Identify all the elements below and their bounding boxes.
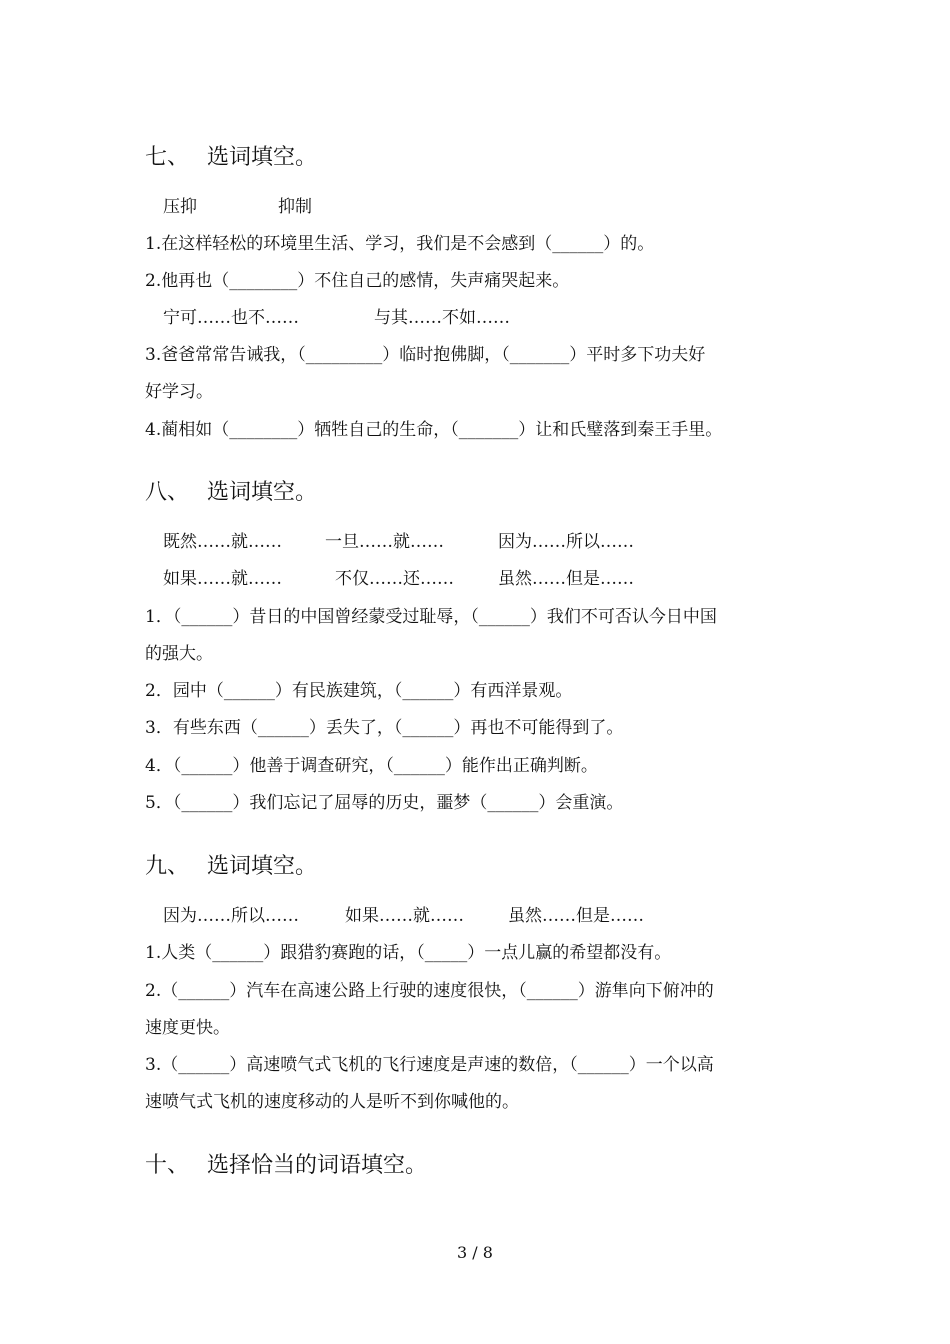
- section-title: 选词填空。: [207, 480, 318, 505]
- question-line: 速喷气式飞机的速度移动的人是听不到你喊他的。: [145, 1092, 519, 1112]
- question-line: 3.（______）高速喷气式飞机的飞行速度是声速的数倍，（______）一个以高: [145, 1055, 714, 1075]
- question-line: 2.（______）汽车在高速公路上行驶的速度很快，（______）游隼向下俯冲的: [145, 981, 714, 1001]
- question-line: 2.他再也（________）不住自己的感情，失声痛哭起来。: [145, 271, 570, 291]
- question-line: 2．园中（______）有民族建筑，（______）有西洋景观。: [145, 681, 573, 701]
- word-option: 因为……所以……: [163, 906, 299, 926]
- word-option: 因为……所以……: [498, 532, 634, 552]
- section-number: 九、: [145, 854, 190, 879]
- word-option: 虽然……但是……: [498, 569, 634, 589]
- question-line: 4.蔺相如（________）牺牲自己的生命，（_______）让和氏璧落到秦王手里。: [145, 420, 723, 440]
- question-line: 的强大。: [145, 644, 213, 664]
- question-line: 5．（______）我们忘记了屈辱的历史，噩梦（______）会重演。: [145, 793, 624, 813]
- section-heading: [145, 1151, 427, 1181]
- section-title: 选择恰当的词语填空。: [207, 1153, 428, 1178]
- word-option: 与其……不如……: [374, 308, 510, 328]
- word-option: 虽然……但是……: [508, 906, 644, 926]
- question-line: 3．有些东西（______）丢失了，（______）再也不可能得到了。: [145, 718, 624, 738]
- word-option: 不仅……还……: [335, 569, 454, 589]
- section-heading: [145, 143, 317, 173]
- word-option: 抑制: [278, 197, 312, 217]
- section-title: 选词填空。: [207, 145, 318, 170]
- question-line: 3.爸爸常常告诫我，（_________）临时抱佛脚，（_______）平时多下功夫好: [145, 345, 706, 365]
- word-option: 如果……就……: [345, 906, 464, 926]
- question-line: 1.在这样轻松的环境里生活、学习，我们是不会感到（______）的。: [145, 234, 655, 254]
- question-line: 速度更快。: [145, 1018, 230, 1038]
- section-number: 七、: [145, 145, 190, 170]
- question-line: 1．（______）昔日的中国曾经蒙受过耻辱，（______）我们不可否认今日中国: [145, 607, 717, 627]
- section-number: 十、: [145, 1153, 190, 1178]
- section-heading: [145, 478, 317, 508]
- page-number: 3 / 8: [457, 1243, 493, 1262]
- section-number: 八、: [145, 480, 190, 505]
- question-line: 好学习。: [145, 382, 213, 402]
- word-option: 压抑: [163, 197, 197, 217]
- section-title: 选词填空。: [207, 854, 318, 879]
- word-option: 一旦……就……: [325, 532, 444, 552]
- section-heading: [145, 852, 317, 882]
- question-line: 1.人类（______）跟猎豹赛跑的话，（_____）一点儿赢的希望都没有。: [145, 943, 672, 963]
- word-option: 宁可……也不……: [163, 308, 299, 328]
- word-option: 如果……就……: [163, 569, 282, 589]
- question-line: 4．（______）他善于调查研究，（______）能作出正确判断。: [145, 756, 598, 776]
- word-option: 既然……就……: [163, 532, 282, 552]
